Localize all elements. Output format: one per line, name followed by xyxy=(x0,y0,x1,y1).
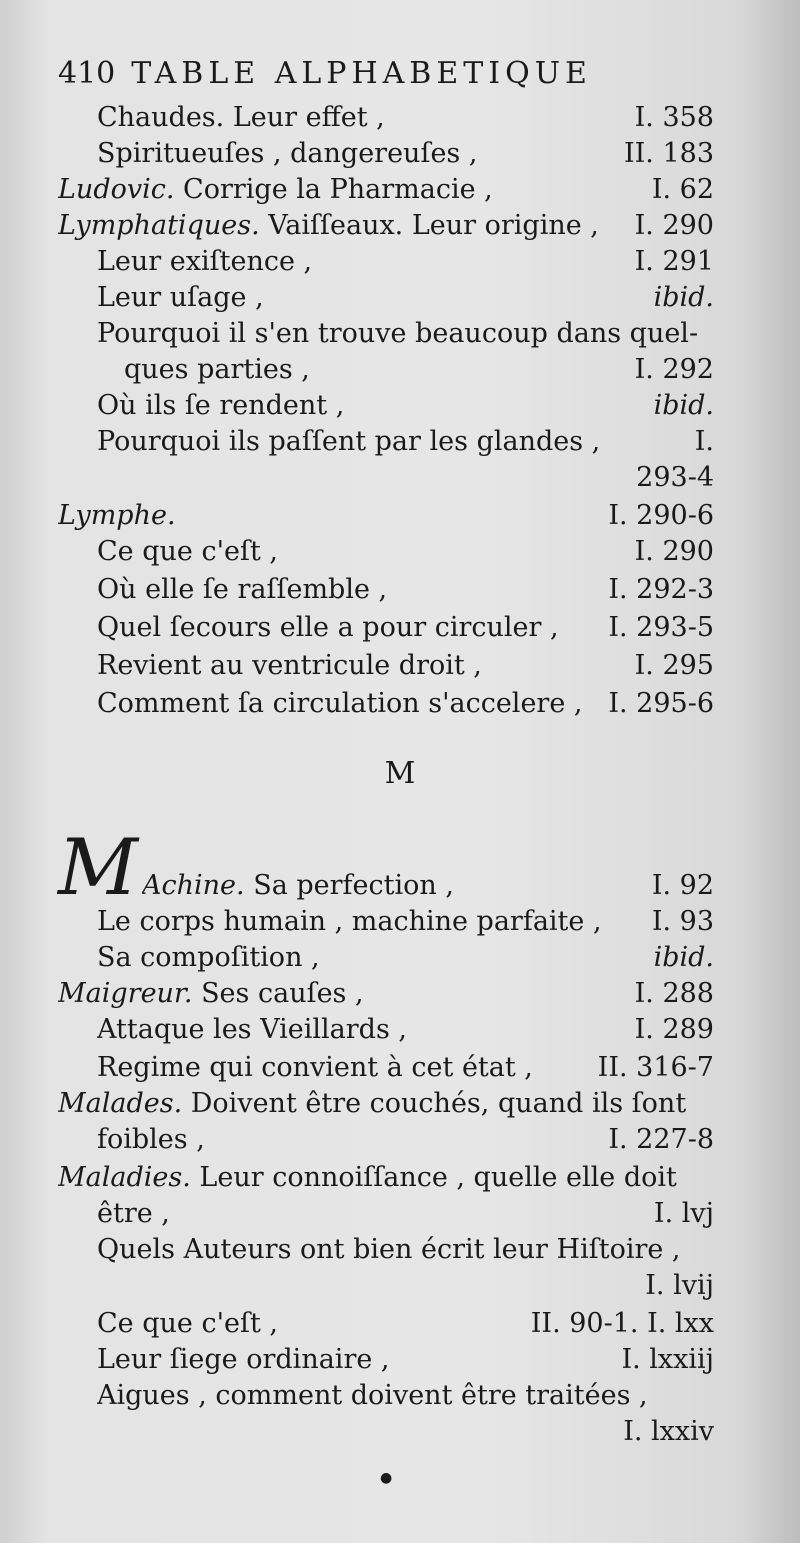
index-entry: Attaque les Vieillards , xyxy=(97,1014,407,1045)
index-entry: Pourquoi il s'en trouve beaucoup dans quel- xyxy=(97,318,699,349)
index-line xyxy=(142,866,714,906)
entry-text: Sa perfection , xyxy=(253,870,454,901)
page-reference: II. 90-1. I. lxx xyxy=(530,1308,714,1339)
index-entry xyxy=(58,206,623,246)
drop-cap: M xyxy=(58,823,138,913)
page-reference: I. 292 xyxy=(634,354,714,385)
index-entry: foibles , xyxy=(97,1124,205,1155)
index-entry: être , xyxy=(97,1198,170,1229)
index-line xyxy=(58,974,714,1014)
index-entry: Regime qui convient à cet état , xyxy=(97,1052,533,1083)
page-reference: I. 292-3 xyxy=(608,574,714,605)
page-reference: I. 291 xyxy=(634,246,714,277)
index-entry: ques parties , xyxy=(124,354,310,385)
index-entry: Chaudes. Leur effet , xyxy=(97,102,385,133)
page-reference: I. 227-8 xyxy=(608,1124,714,1155)
page-reference: I. lvij xyxy=(645,1270,714,1301)
index-line xyxy=(97,532,714,572)
page-reference: I. xyxy=(694,426,714,457)
index-line xyxy=(97,1304,714,1344)
index-entry: Où ils ſe rendent , xyxy=(97,390,345,421)
page-reference: I. 290 xyxy=(634,536,714,567)
entry-headword: Ludovic. xyxy=(58,174,175,205)
ornament-dot-icon: ● xyxy=(380,1470,393,1486)
page-reference: I. 288 xyxy=(634,978,714,1009)
index-entry: Comment ſa circulation s'accelere , xyxy=(97,688,583,719)
index-line xyxy=(97,1230,714,1270)
entry-headword: Lymphatiques. xyxy=(58,210,260,241)
index-line xyxy=(97,422,714,462)
page-number: 410 xyxy=(58,56,116,91)
index-entry: Leur ſiege ordinaire , xyxy=(97,1344,390,1375)
entry-headword: Achine. xyxy=(142,870,245,901)
index-line xyxy=(97,278,714,318)
index-line xyxy=(97,684,714,724)
index-entry: Aigues , comment doivent être traitées , xyxy=(97,1380,648,1411)
index-line xyxy=(97,1010,714,1050)
index-line xyxy=(97,1266,714,1306)
entry-text: Corrige la Pharmacie , xyxy=(183,174,493,205)
index-line xyxy=(97,1376,714,1416)
page-reference: ibid. xyxy=(653,942,714,973)
index-line xyxy=(97,608,714,648)
index-entry: Leur uſage , xyxy=(97,282,264,313)
index-line xyxy=(97,1194,714,1234)
index-line xyxy=(97,458,714,498)
entry-headword: Malades. xyxy=(58,1088,183,1119)
index-entry: Quel ſecours elle a pour circuler , xyxy=(97,612,559,643)
page-reference: I. 92 xyxy=(651,870,714,901)
entry-text: Leur connoiſſance , quelle elle doit xyxy=(199,1162,677,1193)
index-entry: Sa compoſition , xyxy=(97,942,320,973)
index-line xyxy=(58,496,714,536)
page-reference: I. lxxiv xyxy=(623,1416,714,1447)
index-line xyxy=(97,242,714,282)
page-reference: I. 62 xyxy=(651,174,714,205)
index-line xyxy=(124,350,714,390)
running-header xyxy=(58,52,714,96)
index-entry xyxy=(58,1084,702,1124)
index-entry xyxy=(58,496,596,536)
page-reference: I. 289 xyxy=(634,1014,714,1045)
entry-headword: Maigreur. xyxy=(58,978,193,1009)
index-entry: Où elle ſe raſſemble , xyxy=(97,574,388,605)
index-line xyxy=(97,646,714,686)
index-entry xyxy=(58,170,640,210)
index-line xyxy=(97,570,714,610)
index-line xyxy=(97,314,714,354)
page-reference: I. 358 xyxy=(634,102,714,133)
page-reference: I. 290-6 xyxy=(608,500,714,531)
index-entry: Quels Auteurs ont bien écrit leur Hiſtoire , xyxy=(97,1234,681,1265)
index-line xyxy=(58,1158,714,1198)
entry-headword: Lymphe. xyxy=(58,500,176,531)
page-reference: 293-4 xyxy=(636,462,714,493)
index-line xyxy=(97,902,714,942)
index-line xyxy=(58,1084,714,1124)
page-reference: I. 293-5 xyxy=(608,612,714,643)
page-reference: ibid. xyxy=(653,390,714,421)
page-reference: I. 290 xyxy=(634,210,714,241)
index-line xyxy=(97,1340,714,1380)
page-reference: II. 316-7 xyxy=(597,1052,714,1083)
index-entry: Pourquoi ils paſſent par les glandes , xyxy=(97,426,601,457)
index-line xyxy=(97,1412,714,1452)
page-reference: I. 295 xyxy=(634,650,714,681)
entry-headword: Maladies. xyxy=(58,1162,191,1193)
entry-text: Vaiſſeaux. Leur origine , xyxy=(268,210,599,241)
index-line xyxy=(58,206,714,246)
index-line xyxy=(97,1048,714,1088)
index-entry: Ce que c'eſt , xyxy=(97,536,278,567)
index-line xyxy=(58,170,714,210)
page-reference: II. 183 xyxy=(623,138,714,169)
index-line xyxy=(97,386,714,426)
index-entry xyxy=(58,974,623,1014)
index-entry: Spiritueuſes , dangereuſes , xyxy=(97,138,478,169)
page-reference: I. 93 xyxy=(651,906,714,937)
page-reference: I. 295-6 xyxy=(608,688,714,719)
page-reference: I. lxxiij xyxy=(621,1344,714,1375)
index-entry xyxy=(142,866,640,906)
index-entry: Leur exiſtence , xyxy=(97,246,313,277)
index-entry xyxy=(58,1158,702,1198)
index-entry: Revient au ventricule droit , xyxy=(97,650,482,681)
index-line xyxy=(97,98,714,138)
section-letter: M xyxy=(384,756,416,791)
running-title: TABLE ALPHABETIQUE xyxy=(131,56,592,91)
entry-text: Ses cauſes , xyxy=(201,978,364,1009)
page-reference: I. lvj xyxy=(653,1198,714,1229)
index-line xyxy=(97,134,714,174)
index-entry: Le corps humain , machine parfaite , xyxy=(97,906,602,937)
index-line xyxy=(97,938,714,978)
entry-text: Doivent être couchés, quand ils ſont xyxy=(190,1088,687,1119)
index-entry: Ce que c'eſt , xyxy=(97,1308,278,1339)
index-line xyxy=(97,1120,714,1160)
page-reference: ibid. xyxy=(653,282,714,313)
